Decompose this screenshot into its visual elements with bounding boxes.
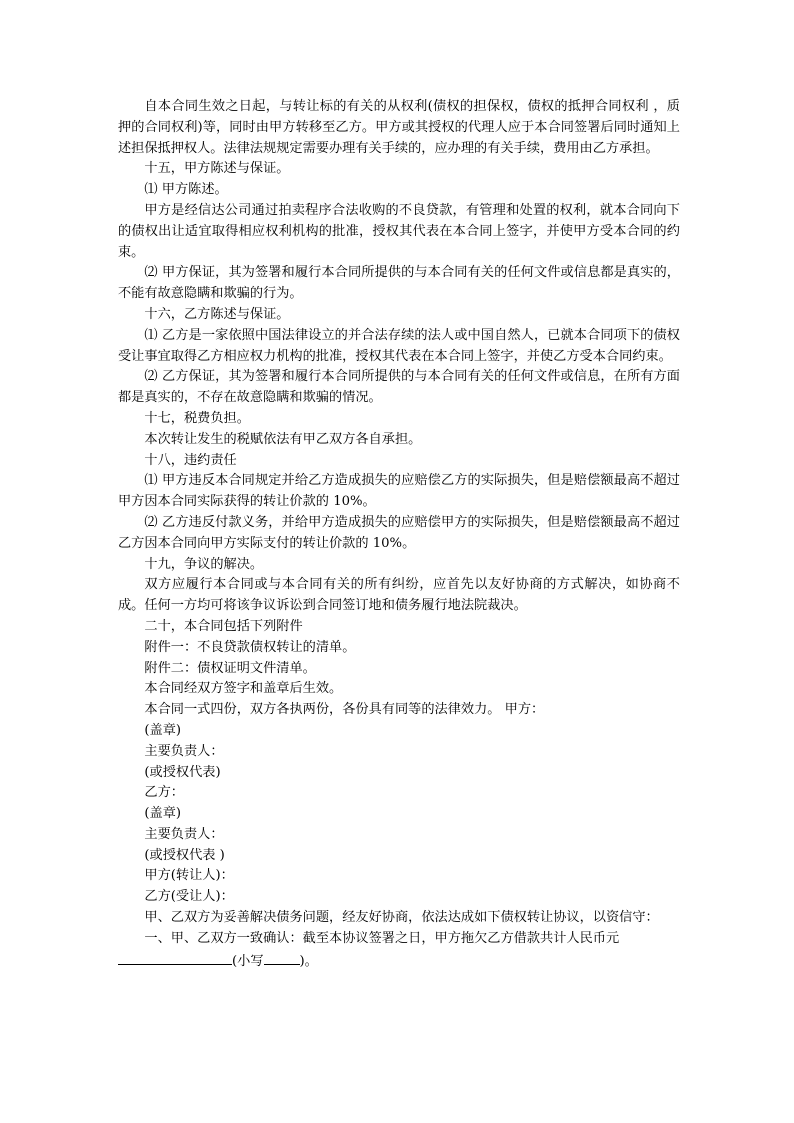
paragraph-confirmation: 一、甲、乙双方一致确认：截至本协议签署之日，甲方拖欠乙方借款共计人民币元 bbox=[144, 930, 620, 946]
heading-section-15: 十五，甲方陈述与保证。 bbox=[144, 161, 290, 177]
heading-section-17: 十七，税费负担。 bbox=[144, 410, 250, 426]
principal-party-a: 主要负责人： bbox=[144, 743, 224, 759]
seal-party-a: (盖章) bbox=[144, 722, 182, 738]
heading-section-16: 十六，乙方陈述与保证。 bbox=[144, 306, 290, 322]
label-party-b: 乙方： bbox=[144, 785, 184, 801]
paragraph-dispute: 双方应履行本合同或与本合同有关的所有纠纷，应首先以友好协商的方式解决，如协商不成。任何一方均可将该争议诉讼到合同签订地和债务履行地法院裁决。 bbox=[118, 577, 680, 614]
amount-lowercase-blank bbox=[264, 950, 300, 965]
heading-section-18: 十八，违约责任 bbox=[144, 452, 237, 468]
paragraph-party-b-liability: ⑵ 乙方违反付款义务，并给甲方造成损失的应赔偿甲方的实际损失，但是赔偿额最高不超过乙方因本合同向甲方实际支付的转让价款的 10%。 bbox=[118, 514, 680, 551]
item-party-a-statement: ⑴ 甲方陈述。 bbox=[144, 182, 228, 198]
paragraph-effective: 本合同经双方签字和盖章后生效。 bbox=[144, 681, 343, 697]
paragraph-party-a-liability: ⑴ 甲方违反本合同规定并给乙方造成损失的应赔偿乙方的实际损失，但是赔偿额最高不超过甲方因本合同实际获得的转让价款的 10%。 bbox=[118, 473, 680, 510]
paragraph-party-a-statement: 甲方是经信达公司通过拍卖程序合法收购的不良贷款，有管理和处置的权利，就本合同向下的债权出让适宜取得相应权利机构的批准，授权其代表在本合同上签字，并使甲方受本合同的约束。 bbox=[118, 202, 680, 260]
paragraph-party-a-guarantee: ⑵ 甲方保证，其为签署和履行本合同所提供的与本合同有关的任何文件或信息都是真实的，不能有故意隐瞒和欺骗的行为。 bbox=[118, 265, 680, 302]
paragraph-taxes: 本次转让发生的税赋依法有甲乙双方各自承担。 bbox=[144, 431, 422, 447]
document-page bbox=[118, 97, 680, 972]
heading-section-19: 十九，争议的解决。 bbox=[144, 556, 264, 572]
paragraph-copies: 本合同一式四份，双方各执两份，各份具有同等的法律效力。 甲方： bbox=[144, 702, 545, 718]
paragraph-agreement-intro: 甲、乙双方为妥善解决债务问题，经友好协商，依法达成如下债权转让协议，以资信守： bbox=[144, 910, 659, 926]
principal-party-b: 主要负责人： bbox=[144, 826, 224, 842]
amount-line bbox=[118, 950, 680, 973]
attachment-2: 附件二：债权证明文件清单。 bbox=[144, 660, 316, 676]
paragraph-party-b-statement: ⑴ 乙方是一家依照中国法律设立的并合法存续的法人或中国自然人，已就本合同项下的债权受让事宜取得乙方相应权力机构的批准，授权其代表在本合同上签字，并使乙方受本合同约束。 bbox=[118, 327, 680, 364]
amount-blank bbox=[118, 950, 232, 965]
amount-lowercase-label: (小写 bbox=[232, 953, 264, 969]
seal-party-b: (盖章) bbox=[144, 806, 182, 822]
heading-section-20: 二十，本合同包括下列附件 bbox=[144, 618, 303, 634]
label-transferee: 乙方(受让人)： bbox=[144, 889, 234, 905]
attachment-1: 附件一：不良贷款债权转让的清单。 bbox=[144, 639, 356, 655]
label-transferor: 甲方(转让人)： bbox=[144, 868, 234, 884]
representative-party-b: (或授权代表 ) bbox=[144, 847, 225, 863]
paragraph-party-b-guarantee: ⑵ 乙方保证，其为签署和履行本合同所提供的与本合同有关的任何文件或信息，在所有方面都是真实的，不存在故意隐瞒和欺骗的情况。 bbox=[118, 369, 680, 406]
paragraph-rights-transfer: 自本合同生效之日起，与转让标的有关的从权利(债权的担保权，债权的抵押合同权利 ，质押的合同权利)等，同时由甲方转移至乙方。甲方或其授权的代理人应于本合同签署后同时通知上述担保抵押权人。法律法规规定需要办理有关手续的，应办理的有关手续，费用由乙方承担。 bbox=[118, 99, 680, 156]
representative-party-a: (或授权代表) bbox=[144, 764, 221, 780]
amount-close: )。 bbox=[299, 953, 318, 969]
